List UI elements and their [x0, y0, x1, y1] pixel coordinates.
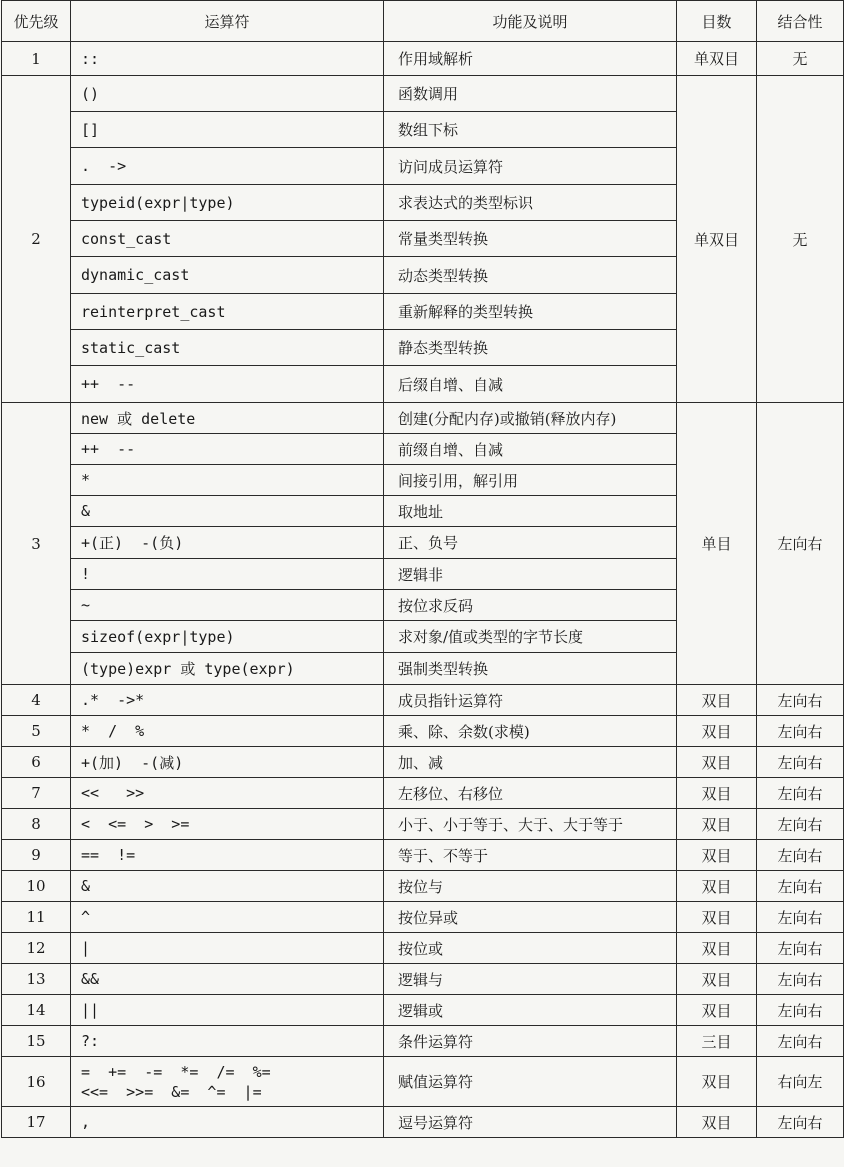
- operator-text: (): [81, 84, 100, 103]
- operator-cell: [71, 527, 384, 559]
- operator-cell: [71, 747, 384, 778]
- priority-cell: 5: [2, 716, 71, 747]
- description-cell: 逻辑非: [384, 559, 677, 590]
- operator-cell: [71, 902, 384, 933]
- operator-text: &: [81, 877, 91, 895]
- priority-cell: 16: [2, 1057, 71, 1107]
- arity-cell: 双目: [677, 809, 757, 840]
- operator-precedence-table: [1, 0, 844, 1138]
- priority-cell: 17: [2, 1107, 71, 1138]
- operator-cell: [71, 148, 384, 185]
- description-cell: 小于、小于等于、大于、大于等于: [384, 809, 677, 840]
- operator-text: const_cast: [81, 229, 172, 248]
- description-cell: 取地址: [384, 496, 677, 527]
- description-cell: 赋值运算符: [384, 1057, 677, 1107]
- associativity-cell: 左向右: [757, 1107, 844, 1138]
- operator-cell: [71, 434, 384, 465]
- table-row: [2, 42, 844, 76]
- header-operator: 运算符: [71, 1, 384, 42]
- priority-cell: 4: [2, 685, 71, 716]
- operator-text: (type)expr 或 type(expr): [81, 660, 295, 678]
- header-associativity: 结合性: [757, 1, 844, 42]
- description-cell: 求对象/值或类型的字节长度: [384, 621, 677, 653]
- operator-text: &: [81, 502, 91, 520]
- associativity-cell: 左向右: [757, 778, 844, 809]
- description-cell: 访问成员运算符: [384, 148, 677, 185]
- operator-cell: [71, 809, 384, 840]
- associativity-cell: 左向右: [757, 871, 844, 902]
- operator-cell: [71, 294, 384, 330]
- operator-text: +(加) -(减): [81, 753, 184, 772]
- operator-text: << >>: [81, 784, 145, 802]
- description-cell: 强制类型转换: [384, 653, 677, 685]
- operator-text: ::: [81, 49, 100, 68]
- operator-cell: [71, 1107, 384, 1138]
- table-row: [2, 1026, 844, 1057]
- header-arity: 目数: [677, 1, 757, 42]
- associativity-cell: 左向右: [757, 1026, 844, 1057]
- table-row: [2, 747, 844, 778]
- operator-cell: [71, 778, 384, 809]
- description-cell: 加、减: [384, 747, 677, 778]
- operator-text: *: [81, 471, 91, 489]
- operator-text: []: [81, 120, 100, 139]
- operator-cell: [71, 871, 384, 902]
- operator-text: < <= > >=: [81, 815, 190, 833]
- associativity-cell: 左向右: [757, 964, 844, 995]
- header-description: 功能及说明: [384, 1, 677, 42]
- operator-cell: [71, 257, 384, 294]
- associativity-cell: 左向右: [757, 685, 844, 716]
- priority-cell: 12: [2, 933, 71, 964]
- description-cell: 动态类型转换: [384, 257, 677, 294]
- description-cell: 间接引用，解引用: [384, 465, 677, 496]
- description-cell: 静态类型转换: [384, 330, 677, 366]
- operator-text: = += -= *= /= %= <<= >>= &= ^= |=: [81, 1062, 271, 1101]
- table-row: [2, 964, 844, 995]
- associativity-cell: 无: [757, 76, 844, 403]
- operator-text: ?:: [81, 1032, 100, 1050]
- table-row: [2, 778, 844, 809]
- priority-cell: 6: [2, 747, 71, 778]
- operator-text: static_cast: [81, 338, 181, 357]
- operator-text: |: [81, 939, 91, 957]
- operator-text: typeid(expr|type): [81, 193, 235, 212]
- operator-text: .* ->*: [81, 691, 145, 709]
- priority-cell: 9: [2, 840, 71, 871]
- operator-text: ~: [81, 596, 91, 614]
- associativity-cell: 右向左: [757, 1057, 844, 1107]
- operator-text: ++ --: [81, 440, 136, 458]
- operator-text: ++ --: [81, 375, 136, 393]
- operator-cell: [71, 685, 384, 716]
- operator-cell: [71, 42, 384, 76]
- arity-cell: 双目: [677, 1107, 757, 1138]
- description-cell: 条件运算符: [384, 1026, 677, 1057]
- priority-cell: 10: [2, 871, 71, 902]
- description-cell: 数组下标: [384, 112, 677, 148]
- description-cell: 逗号运算符: [384, 1107, 677, 1138]
- operator-text: ||: [81, 1001, 100, 1019]
- operator-cell: [71, 330, 384, 366]
- description-cell: 按位或: [384, 933, 677, 964]
- operator-cell: [71, 590, 384, 621]
- table-row: [2, 871, 844, 902]
- priority-cell: 1: [2, 42, 71, 76]
- table-row: [2, 685, 844, 716]
- arity-cell: 单目: [677, 403, 757, 685]
- table-row: [2, 840, 844, 871]
- operator-cell: [71, 933, 384, 964]
- description-cell: 按位与: [384, 871, 677, 902]
- description-cell: 逻辑或: [384, 995, 677, 1026]
- operator-text: == !=: [81, 846, 136, 864]
- table-row: [2, 716, 844, 747]
- arity-cell: 双目: [677, 716, 757, 747]
- operator-cell: [71, 840, 384, 871]
- description-cell: 正、负号: [384, 527, 677, 559]
- operator-cell: [71, 964, 384, 995]
- priority-cell: 7: [2, 778, 71, 809]
- operator-text: &&: [81, 970, 100, 988]
- associativity-cell: 左向右: [757, 403, 844, 685]
- operator-text: reinterpret_cast: [81, 302, 226, 321]
- priority-cell: 8: [2, 809, 71, 840]
- operator-text: dynamic_cast: [81, 266, 190, 284]
- header-row: [2, 1, 844, 42]
- operator-cell: [71, 716, 384, 747]
- description-cell: 作用域解析: [384, 42, 677, 76]
- operator-text: * / %: [81, 722, 145, 740]
- description-cell: 创建(分配内存)或撤销(释放内存): [384, 403, 677, 434]
- description-cell: 前缀自增、自减: [384, 434, 677, 465]
- operator-cell: [71, 1057, 384, 1107]
- description-cell: 重新解释的类型转换: [384, 294, 677, 330]
- associativity-cell: 左向右: [757, 902, 844, 933]
- description-cell: 函数调用: [384, 76, 677, 112]
- description-cell: 等于、不等于: [384, 840, 677, 871]
- operator-cell: [71, 185, 384, 221]
- operator-text: . ->: [81, 157, 127, 175]
- table-row: [2, 403, 844, 434]
- table-row: [2, 902, 844, 933]
- operator-cell: [71, 465, 384, 496]
- operator-cell: [71, 1026, 384, 1057]
- arity-cell: 双目: [677, 778, 757, 809]
- arity-cell: 双目: [677, 685, 757, 716]
- description-cell: 成员指针运算符: [384, 685, 677, 716]
- associativity-cell: 左向右: [757, 933, 844, 964]
- priority-cell: 3: [2, 403, 71, 685]
- associativity-cell: 左向右: [757, 995, 844, 1026]
- operator-text: !: [81, 565, 91, 583]
- priority-cell: 15: [2, 1026, 71, 1057]
- arity-cell: 双目: [677, 902, 757, 933]
- operator-text: sizeof(expr|type): [81, 627, 235, 646]
- table-row: [2, 1107, 844, 1138]
- priority-cell: 11: [2, 902, 71, 933]
- description-cell: 常量类型转换: [384, 221, 677, 257]
- description-cell: 按位求反码: [384, 590, 677, 621]
- description-cell: 按位异或: [384, 902, 677, 933]
- table-body: [2, 42, 844, 1138]
- operator-cell: [71, 366, 384, 403]
- header-priority: 优先级: [2, 1, 71, 42]
- operator-cell: [71, 112, 384, 148]
- operator-text: ,: [81, 1113, 91, 1131]
- arity-cell: 双目: [677, 871, 757, 902]
- associativity-cell: 左向右: [757, 840, 844, 871]
- table-row: [2, 995, 844, 1026]
- description-cell: 左移位、右移位: [384, 778, 677, 809]
- table-row: [2, 809, 844, 840]
- description-cell: 乘、除、余数(求模): [384, 716, 677, 747]
- arity-cell: 双目: [677, 1057, 757, 1107]
- operator-cell: [71, 221, 384, 257]
- operator-cell: [71, 621, 384, 653]
- operator-cell: [71, 76, 384, 112]
- operator-cell: [71, 559, 384, 590]
- table-row: [2, 76, 844, 112]
- table-row: [2, 1057, 844, 1107]
- description-cell: 求表达式的类型标识: [384, 185, 677, 221]
- arity-cell: 双目: [677, 964, 757, 995]
- associativity-cell: 无: [757, 42, 844, 76]
- description-cell: 逻辑与: [384, 964, 677, 995]
- arity-cell: 双目: [677, 840, 757, 871]
- arity-cell: 双目: [677, 933, 757, 964]
- arity-cell: 单双目: [677, 42, 757, 76]
- operator-cell: [71, 995, 384, 1026]
- associativity-cell: 左向右: [757, 747, 844, 778]
- operator-cell: [71, 496, 384, 527]
- operator-text: +(正) -(负): [81, 534, 184, 552]
- associativity-cell: 左向右: [757, 716, 844, 747]
- operator-cell: [71, 653, 384, 685]
- description-cell: 后缀自增、自减: [384, 366, 677, 403]
- arity-cell: 双目: [677, 747, 757, 778]
- operator-text: new 或 delete: [81, 409, 196, 428]
- priority-cell: 13: [2, 964, 71, 995]
- arity-cell: 三目: [677, 1026, 757, 1057]
- associativity-cell: 左向右: [757, 809, 844, 840]
- priority-cell: 2: [2, 76, 71, 403]
- operator-cell: [71, 403, 384, 434]
- table-row: [2, 933, 844, 964]
- operator-text: ^: [81, 908, 91, 926]
- arity-cell: 双目: [677, 995, 757, 1026]
- arity-cell: 单双目: [677, 76, 757, 403]
- priority-cell: 14: [2, 995, 71, 1026]
